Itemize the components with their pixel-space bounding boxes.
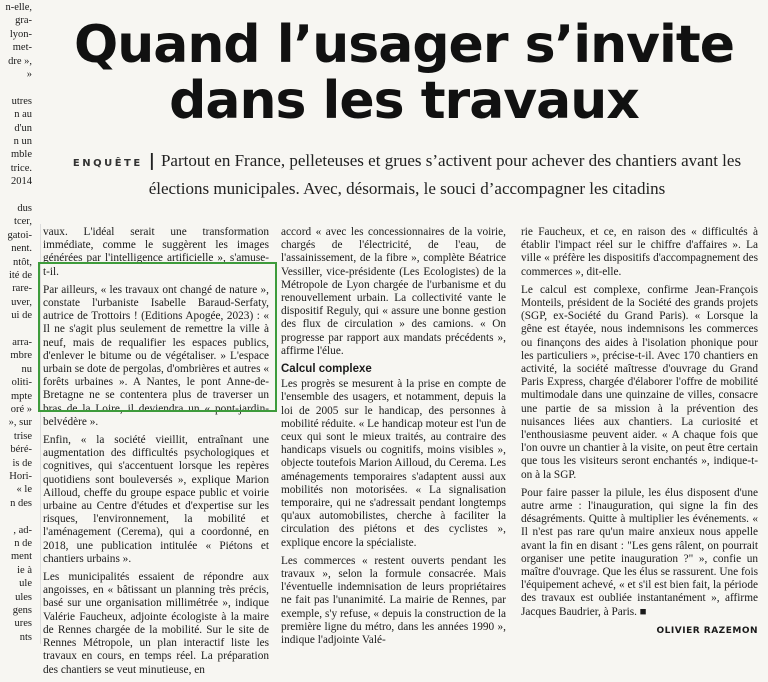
previous-column-fragment: oré » xyxy=(10,404,32,415)
paragraph: Enfin, « la société vieillit, entraînant une augmentation des difficultés psychologiques et cognitives, qui s'accentuent lorsque les repères quotidiens sont bouleversés », explique Marion Ailloud, cheffe du groupe espace public et voirie urbaine au Centre d'études et d'expertise sur les risques, l'environnement, la mobilité et l'aménagement (Cerema), qui a coordonné, en 2018, une publication intitulée « Piétons et chantiers urbains ». xyxy=(43,434,269,565)
previous-column-fragment: oliti- xyxy=(11,377,32,389)
previous-column-fragment: ule xyxy=(19,578,32,590)
rubric-separator: | xyxy=(148,151,155,171)
previous-column-fragment: dre », xyxy=(8,55,32,67)
previous-column-fragment: dus xyxy=(17,203,32,214)
previous-article-column xyxy=(0,0,34,653)
previous-column-fragment: Hori- xyxy=(9,471,32,482)
previous-column-fragment: n des xyxy=(10,497,32,509)
previous-column-fragment: 2014 xyxy=(11,176,32,188)
headline-line-2: dans les travaux xyxy=(169,71,639,131)
previous-column-fragment: trise xyxy=(13,430,32,442)
previous-column-fragment: utres xyxy=(11,95,32,107)
standfirst-text: Partout en France, pelleteuses et grues s’activent pour achever des chantiers avant les élections municipales. Avec, désormais, le souci d’accompagner les citadins xyxy=(148,151,742,198)
article-column-3 xyxy=(521,226,758,638)
previous-column-fragment: » xyxy=(26,69,32,80)
previous-column-fragment: tcer, xyxy=(14,216,32,228)
previous-column-fragment: met- xyxy=(12,42,32,54)
author-byline: OLIVIER RAZEMON xyxy=(656,625,758,636)
paragraph: rie Faucheux, et ce, en raison des « difficultés à établir l'impact réel sur le chiffre d'affaires ». La ville « préfère les dispositifs d'accompagnement des commerces », dit-elle. xyxy=(521,226,758,278)
previous-column-fragment: gra- xyxy=(15,15,32,27)
previous-column-fragment: ures xyxy=(14,618,32,630)
previous-column-fragment: rare- xyxy=(12,283,32,295)
previous-column-fragment: n un xyxy=(13,136,32,147)
previous-column-fragment: is de xyxy=(12,457,32,469)
paragraph: accord « avec les concessionnaires de la voirie, chargés de l'électricité, de l'eau, de l'assainissement, de la fibre », complète Béatrice Vessiller, vice-présidente (Les Ecologistes) de la Métropole de Lyon chargée de l'urbanisme et du renouvellement urbain. La collectivité vante le dispositif Reguly, qui « assure une bonne gestion des flux de circulation » des camions. « On progresse par rapport aux mandats précédents », affirme l'élue. xyxy=(281,226,506,357)
previous-column-fragment: mpte xyxy=(11,390,32,402)
previous-column-fragment: arra- xyxy=(12,337,32,348)
subheading: Calcul complexe xyxy=(281,363,372,376)
article-column-2 xyxy=(281,226,506,652)
paragraph: Les municipalités essaient de répondre aux angoisses, en « bâtissant un planning très précis, basé sur une organisation millimétrée », indique Valérie Faucheux, adjointe écologiste à la maire de Rennes chargée de la mobilité. Sur le site de Rennes Métropole, un plan interactif liste les travaux en cours, en temps réel. La préparation des chantiers se veut minutieuse, en xyxy=(43,571,269,676)
previous-column-fragment: gens xyxy=(12,605,32,616)
previous-column-fragment: ntôt, xyxy=(13,256,32,268)
previous-column-fragment: n au xyxy=(14,109,32,121)
paragraph: Pour faire passer la pilule, les élus disposent d'une autre arme : l'inauguration, qui signe la fin des désagréments. Quitte à multiplier les événements. « Il n'est pas rare qu'un maire anxieux nous appelle avant la fin en disant : "Les gens râlent, on pourrait organiser une petite inauguration ?" », confie un maître d'ouvrage. Que les élus se rassurent. Une fois l'équipement achevé, « et s'il est bien fait, la période des travaux est oubliée instantanément », affirme Jacques Baudrier, à Paris. ■ xyxy=(521,486,758,618)
rubric-label: ENQUÊTE xyxy=(72,158,143,169)
previous-column-fragment: nent. xyxy=(11,243,32,255)
previous-column-fragment: « le xyxy=(16,484,32,496)
highlight-box xyxy=(38,262,277,412)
paragraph: Les progrès se mesurent à la prise en compte de l'ensemble des usagers, et notamment, depuis la loi de 2005 sur le handicap, des personnes à mobilité réduite. « Le handicap moteur est l'un de ceux qui sont le mieux traités, au contraire des handicaps visuels ou cognitifs, moins visibles », objecte toutefois Marion Ailloud, du Cerema. Les aménagements temporaires s'adaptent aussi aux mobilités non motorisées. « La signalisation temporaire, qui ne s'adressait pendant longtemps qu'aux automobilistes, cherche à faciliter la circulation des piétons et des cyclistes », explique encore la spécialiste. xyxy=(281,378,506,549)
previous-column-fragment: ment xyxy=(11,551,32,563)
previous-column-fragment: ules xyxy=(15,591,32,603)
previous-column-fragment: , ad- xyxy=(13,524,32,536)
previous-column-fragment: mble xyxy=(11,149,32,161)
previous-column-fragment: nts xyxy=(19,631,32,643)
paragraph: Les commerces « restent ouverts pendant les travaux », selon la formule consacrée. Mais l'éventuelle indemnisation de leurs propriétaires ne fait pas l'unanimité. La mairie de Rennes, par exemple, s'y refuse, « depuis la construction de la première ligne du métro, dans les années 1990 », indique l'adjointe Valé- xyxy=(281,554,506,647)
previous-column-fragment: trice. xyxy=(10,162,32,174)
previous-column-fragment: n de xyxy=(14,538,32,549)
standfirst xyxy=(54,148,760,201)
previous-column-fragment: gatoi- xyxy=(7,229,32,241)
previous-column-fragment: n-elle, xyxy=(5,2,32,13)
paragraph: Le calcul est complexe, confirme Jean-François Monteils, président de la Société des grands projets (SGP, ex-Société du Grand Paris). « Lorsque la gêne est étayée, nous indemnisons les commerces ou finançons des aides à l'isolation phonique pour les particuliers », précise-t-il. Avec 170 chantiers en activité, la société maîtresse d'ouvrage du Grand Paris Express, chargée d'élaborer l'offre de mobilité multimodale dans une quinzaine de villes, consacre une partie de sa mission à la prévention des nuisances liées aux chantiers. La curiosité et l'enthousiasme peuvent aider. « A chaque fois que l'on ouvre un chantier à la visite, on peut être certain que tous les visiteurs seront enchantés », indique-t-on à la SGP. xyxy=(521,283,758,481)
paragraph: vaux. L'idéal serait une transformation immédiate, comme le suggèrent les images générées par l'intelligence artificielle », s'amuse-t-il. xyxy=(43,226,269,278)
previous-column-fragment: », sur xyxy=(8,417,32,429)
paragraph-highlighted: Par ailleurs, « les travaux ont changé de nature », constate l'urbaniste Isabelle Baraud-Serfaty, autrice de Trottoirs ! (Editions Apogée, 2023) : « Il ne s'agit plus seulement de remettre la ville à neuf, mais de requalifier les espaces publics, d'enlever le bitume ou de végétaliser. » L'espace urbain se dote de pergolas, d'ombrières et autres « forêts urbaines ». A Nantes, le pont Anne-de-Bretagne ne se contentera plus de traverser un bras de la Loire, il deviendra un « pont-jardin-belvédère ». xyxy=(43,283,269,428)
previous-column-fragment: d'un xyxy=(14,122,32,134)
previous-column-fragment: ie à xyxy=(17,564,32,576)
headline-line-1: Quand l’usager s’invite xyxy=(74,15,734,75)
previous-column-fragment: béré- xyxy=(10,444,32,456)
previous-column-fragment: ité de xyxy=(8,270,32,281)
previous-column-fragment: nu xyxy=(21,363,32,375)
previous-column-fragment: mbre xyxy=(10,350,32,362)
previous-column-fragment: uver, xyxy=(11,296,32,308)
previous-column-fragment: ui de xyxy=(11,310,32,322)
previous-column-fragment: lyon- xyxy=(9,28,32,40)
